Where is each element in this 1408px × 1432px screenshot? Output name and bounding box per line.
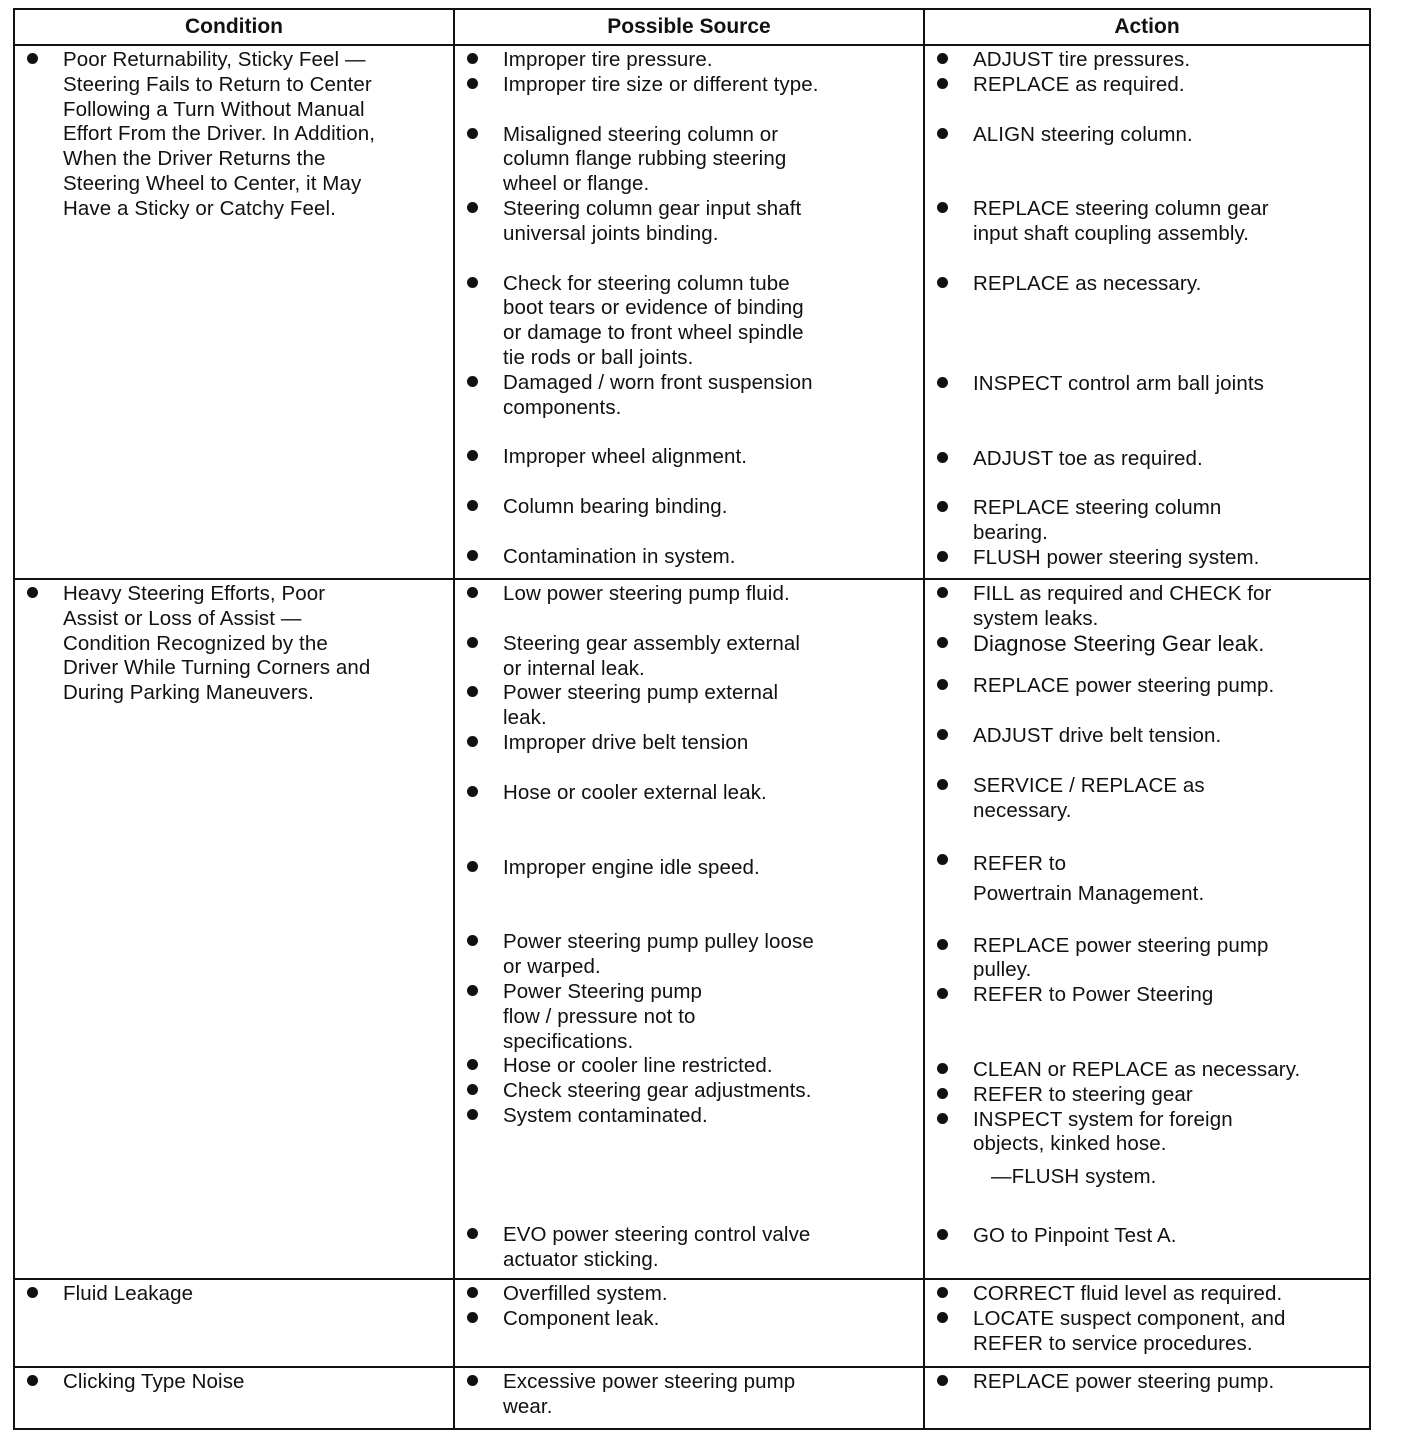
- source-cell: [454, 579, 924, 1279]
- condition-cell: [14, 1279, 454, 1367]
- action-item: [933, 546, 1363, 571]
- header-action: Action: [924, 9, 1370, 45]
- source-text: Hose or cooler external leak.: [503, 780, 767, 804]
- action-text: INSPECT system for foreign objects, kinked hose.: [973, 1107, 1233, 1156]
- source-item: [463, 1370, 917, 1420]
- bullet-icon: [937, 78, 948, 89]
- bullet-icon: [27, 1287, 38, 1298]
- action-text: REFER to steering gear: [973, 1082, 1193, 1106]
- source-text: Power steering pump pulley loose or warped.: [503, 930, 814, 979]
- action-text: INSPECT control arm ball joints: [973, 371, 1264, 395]
- source-item: [463, 495, 917, 520]
- bullet-icon: [937, 202, 948, 213]
- source-text: Excessive power steering pump wear.: [503, 1370, 796, 1418]
- action-text: SERVICE / REPLACE as necessary.: [973, 773, 1205, 822]
- header-row: [14, 9, 1370, 45]
- condition-entry: [23, 48, 447, 222]
- action-item: [933, 849, 1363, 909]
- action-item: [933, 272, 1363, 297]
- source-cell: [454, 45, 924, 579]
- source-text: Contamination in system.: [503, 544, 736, 568]
- action-text: FLUSH power steering system.: [973, 545, 1260, 569]
- source-item: [463, 1104, 917, 1129]
- bullet-icon: [937, 452, 948, 463]
- bullet-icon: [27, 53, 38, 64]
- action-item: [933, 983, 1363, 1008]
- source-text: Check for steering column tube boot tears or evidence of binding or damage to front wheel spindle tie rods or ball joints.: [503, 271, 804, 369]
- action-item: [933, 48, 1363, 73]
- action-text: REFER to Powertrain Management.: [973, 851, 1205, 905]
- condition-entry: [23, 1282, 447, 1307]
- condition-entry: [23, 1370, 447, 1395]
- source-item: [463, 1079, 917, 1104]
- source-text: Hose or cooler line restricted.: [503, 1054, 773, 1078]
- bullet-icon: [467, 1312, 478, 1323]
- source-item: [463, 1307, 917, 1332]
- action-subitem: [933, 1165, 1363, 1190]
- source-item: [463, 632, 917, 682]
- source-text: EVO power steering control valve actuator sticking.: [503, 1222, 811, 1271]
- source-text: System contaminated.: [503, 1103, 708, 1127]
- source-item: [463, 1223, 917, 1273]
- bullet-icon: [467, 376, 478, 387]
- source-item: [463, 445, 917, 470]
- action-item: [933, 1058, 1363, 1083]
- action-item: [933, 632, 1363, 657]
- header-condition: Condition: [14, 9, 454, 45]
- source-text: Misaligned steering column or column flange rubbing steering wheel or flange.: [503, 122, 787, 196]
- bullet-icon: [467, 935, 478, 946]
- source-text: Improper engine idle speed.: [503, 855, 760, 879]
- bullet-icon: [467, 53, 478, 64]
- action-text: REPLACE power steering pump.: [973, 674, 1275, 698]
- source-item: [463, 73, 917, 98]
- action-text: REPLACE steering column bearing.: [973, 496, 1222, 545]
- condition-cell: [14, 579, 454, 1279]
- action-item: [933, 496, 1363, 546]
- action-cell: [924, 1279, 1370, 1367]
- bullet-icon: [467, 861, 478, 872]
- action-item: [933, 197, 1363, 247]
- bullet-icon: [467, 686, 478, 697]
- source-text: Check steering gear adjustments.: [503, 1079, 812, 1103]
- bullet-icon: [467, 1109, 478, 1120]
- action-item: [933, 674, 1363, 699]
- bullet-icon: [937, 1229, 948, 1240]
- action-item: [933, 582, 1363, 632]
- source-item: [463, 48, 917, 73]
- source-item: [463, 197, 917, 247]
- bullet-icon: [937, 551, 948, 562]
- action-text: ADJUST drive belt tension.: [973, 724, 1222, 748]
- action-text: REPLACE as required.: [973, 72, 1185, 96]
- action-text: REPLACE as necessary.: [973, 271, 1202, 295]
- condition-entry: [23, 582, 447, 706]
- bullet-icon: [467, 587, 478, 598]
- source-item: [463, 545, 917, 570]
- bullet-icon: [467, 1287, 478, 1298]
- action-text: REPLACE steering column gear input shaft coupling assembly.: [973, 197, 1269, 246]
- action-item: [933, 934, 1363, 984]
- source-item: [463, 856, 917, 881]
- bullet-icon: [467, 500, 478, 511]
- bullet-icon: [937, 128, 948, 139]
- table-row: [14, 45, 1370, 579]
- bullet-icon: [937, 1063, 948, 1074]
- diagnosis-table: [13, 8, 1371, 1430]
- bullet-icon: [937, 587, 948, 598]
- bullet-icon: [467, 1084, 478, 1095]
- source-text: Component leak.: [503, 1306, 660, 1330]
- bullet-icon: [937, 277, 948, 288]
- action-cell: [924, 45, 1370, 579]
- source-item: [463, 930, 917, 980]
- bullet-icon: [467, 637, 478, 648]
- source-item: [463, 781, 917, 806]
- bullet-icon: [467, 1059, 478, 1070]
- bullet-icon: [937, 939, 948, 950]
- action-cell: [924, 1367, 1370, 1429]
- condition-cell: [14, 1367, 454, 1429]
- condition-cell: [14, 45, 454, 579]
- table-row: [14, 1367, 1370, 1429]
- action-item: [933, 1108, 1363, 1158]
- source-item: [463, 1054, 917, 1079]
- action-item: [933, 73, 1363, 98]
- bullet-icon: [27, 587, 38, 598]
- action-text: CLEAN or REPLACE as necessary.: [973, 1057, 1301, 1081]
- source-item: [463, 582, 917, 607]
- header-possible-source: Possible Source: [454, 9, 924, 45]
- action-item: [933, 1282, 1363, 1307]
- bullet-icon: [467, 786, 478, 797]
- source-text: Low power steering pump fluid.: [503, 582, 790, 605]
- table-row: [14, 579, 1370, 1279]
- action-text: ADJUST tire pressures.: [973, 48, 1191, 71]
- source-text: Steering column gear input shaft universal joints binding.: [503, 196, 802, 245]
- bullet-icon: [467, 450, 478, 461]
- action-text: CORRECT fluid level as required.: [973, 1282, 1283, 1305]
- source-item: [463, 371, 917, 421]
- condition-text: Fluid Leakage: [63, 1282, 194, 1305]
- bullet-icon: [467, 1375, 478, 1386]
- source-text: Column bearing binding.: [503, 495, 728, 519]
- action-text: ADJUST toe as required.: [973, 446, 1203, 470]
- bullet-icon: [937, 679, 948, 690]
- source-text: Steering gear assembly external or internal leak.: [503, 631, 801, 680]
- table-row: [14, 1279, 1370, 1367]
- bullet-icon: [27, 1375, 38, 1386]
- action-text: REPLACE power steering pump.: [973, 1370, 1275, 1393]
- bullet-icon: [937, 1375, 948, 1386]
- action-text: REPLACE power steering pump pulley.: [973, 933, 1269, 982]
- bullet-icon: [937, 854, 948, 865]
- diagnosis-table-container: [13, 8, 1369, 1426]
- action-text: LOCATE suspect component, and REFER to service procedures.: [973, 1306, 1286, 1355]
- source-text: Power Steering pump flow / pressure not to specifications.: [503, 979, 703, 1053]
- bullet-icon: [467, 78, 478, 89]
- source-text: Improper wheel alignment.: [503, 445, 748, 469]
- bullet-icon: [937, 53, 948, 64]
- condition-text: Heavy Steering Efforts, Poor Assist or Loss of Assist — Condition Recognized by the Driver While Turning Corners and During Parking Maneuvers.: [63, 582, 371, 705]
- action-item: [933, 1224, 1363, 1249]
- source-text: Overfilled system.: [503, 1282, 668, 1305]
- bullet-icon: [467, 1228, 478, 1239]
- bullet-icon: [937, 377, 948, 388]
- bullet-icon: [467, 128, 478, 139]
- action-text: REFER to Power Steering: [973, 983, 1214, 1007]
- source-cell: [454, 1367, 924, 1429]
- action-text: —FLUSH system.: [991, 1165, 1157, 1189]
- action-cell: [924, 579, 1370, 1279]
- action-text: GO to Pinpoint Test A.: [973, 1223, 1177, 1247]
- source-item: [463, 681, 917, 731]
- action-item: [933, 372, 1363, 397]
- source-cell: [454, 1279, 924, 1367]
- source-item: [463, 272, 917, 371]
- bullet-icon: [467, 985, 478, 996]
- bullet-icon: [467, 736, 478, 747]
- action-text: Diagnose Steering Gear leak.: [973, 630, 1265, 656]
- source-text: Improper tire size or different type.: [503, 72, 819, 96]
- condition-text: Clicking Type Noise: [63, 1370, 245, 1393]
- source-text: Improper tire pressure.: [503, 48, 713, 71]
- action-item: [933, 1307, 1363, 1357]
- source-item: [463, 123, 917, 197]
- source-item: [463, 1282, 917, 1307]
- action-item: [933, 1083, 1363, 1108]
- action-item: [933, 1370, 1363, 1395]
- source-item: [463, 980, 917, 1054]
- source-text: Power steering pump external leak.: [503, 681, 779, 730]
- bullet-icon: [937, 779, 948, 790]
- action-item: [933, 724, 1363, 749]
- bullet-icon: [937, 1088, 948, 1099]
- bullet-icon: [937, 501, 948, 512]
- action-text: ALIGN steering column.: [973, 122, 1193, 146]
- action-item: [933, 774, 1363, 824]
- condition-text: Poor Returnability, Sticky Feel — Steering Fails to Return to Center Following a Turn Without Manual Effort From the Driver. In Addition, When the Driver Returns the Steering Wheel to Center, it May Have a Sticky or Catchy Feel.: [63, 48, 375, 220]
- bullet-icon: [467, 202, 478, 213]
- bullet-icon: [937, 1113, 948, 1124]
- source-text: Damaged / worn front suspension components.: [503, 370, 813, 419]
- action-item: [933, 123, 1363, 148]
- bullet-icon: [937, 988, 948, 999]
- bullet-icon: [467, 277, 478, 288]
- action-item: [933, 447, 1363, 472]
- bullet-icon: [937, 1287, 948, 1298]
- bullet-icon: [937, 729, 948, 740]
- bullet-icon: [937, 1312, 948, 1323]
- bullet-icon: [467, 550, 478, 561]
- action-text: FILL as required and CHECK for system leaks.: [973, 582, 1272, 630]
- source-item: [463, 731, 917, 756]
- bullet-icon: [937, 637, 948, 648]
- source-text: Improper drive belt tension: [503, 730, 749, 754]
